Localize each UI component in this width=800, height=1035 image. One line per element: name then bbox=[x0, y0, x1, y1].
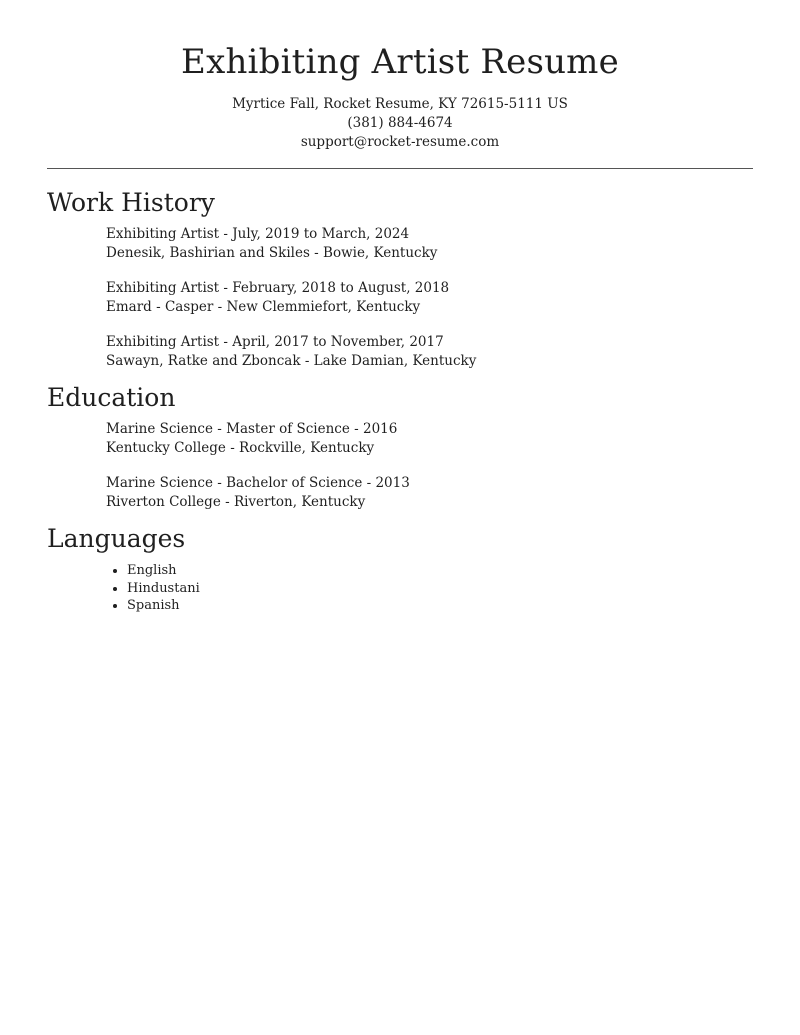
language-item: • Spanish bbox=[127, 597, 753, 615]
work-entry-employer: Denesik, Bashirian and Skiles - Bowie, Kentucky bbox=[106, 245, 438, 261]
work-entry bbox=[106, 225, 753, 263]
education-heading: Education bbox=[47, 383, 176, 412]
education-list bbox=[106, 420, 753, 512]
work-entry-role: Exhibiting Artist - February, 2018 to August, 2018 bbox=[106, 280, 450, 296]
education-entry-school: Kentucky College - Rockville, Kentucky bbox=[106, 440, 375, 456]
work-entry-employer: Emard - Casper - New Clemmiefort, Kentucky bbox=[106, 299, 421, 315]
contact-email: support@rocket-resume.com bbox=[300, 134, 500, 150]
contact-address: Myrtice Fall, Rocket Resume, KY 72615-5111 US bbox=[232, 96, 568, 112]
work-history-list bbox=[106, 225, 753, 371]
contact-phone: (381) 884-4674 bbox=[347, 115, 453, 131]
work-entry bbox=[106, 333, 753, 371]
language-item: • English bbox=[127, 562, 753, 580]
work-entry-role: Exhibiting Artist - April, 2017 to November, 2017 bbox=[106, 334, 444, 350]
work-entry-role: Exhibiting Artist - July, 2019 to March, 2024 bbox=[106, 226, 410, 242]
work-entry bbox=[106, 279, 753, 317]
education-entry bbox=[106, 474, 753, 512]
education-entry-degree: Marine Science - Master of Science - 2016 bbox=[106, 421, 398, 437]
header-divider bbox=[47, 168, 753, 169]
work-entry-employer: Sawayn, Ratke and Zboncak - Lake Damian, Kentucky bbox=[106, 353, 477, 369]
language-item: • Hindustani bbox=[127, 580, 753, 598]
resume-title: Exhibiting Artist Resume bbox=[181, 42, 619, 82]
languages-heading: Languages bbox=[47, 524, 186, 553]
contact-block bbox=[47, 95, 753, 152]
languages-list bbox=[127, 562, 753, 615]
education-entry-degree: Marine Science - Bachelor of Science - 2013 bbox=[106, 475, 410, 491]
work-history-heading: Work History bbox=[47, 188, 215, 217]
education-entry-school: Riverton College - Riverton, Kentucky bbox=[106, 494, 366, 510]
education-entry bbox=[106, 420, 753, 458]
